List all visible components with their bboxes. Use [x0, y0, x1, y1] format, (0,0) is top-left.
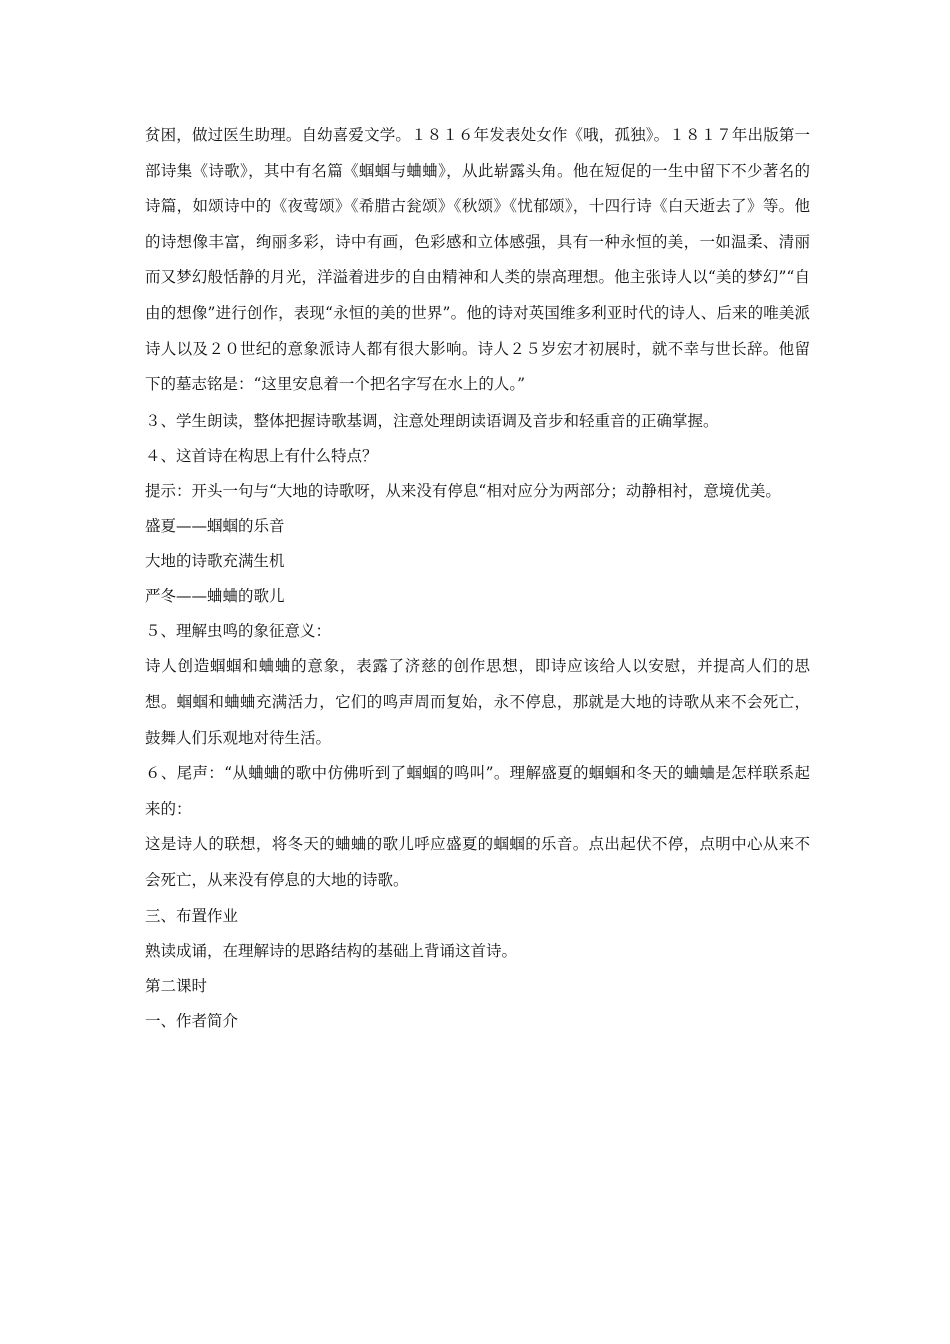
- step-4-question: ４、这首诗在构思上有什么特点？: [145, 446, 378, 465]
- step-6-question: ６、尾声：“从蛐蛐的歌中仿佛听到了蝈蝈的鸣叫”。理解盛夏的蝈蝈和冬天的蛐蛐是怎样联系起来的：: [145, 764, 810, 818]
- structure-summer: 盛夏——蝈蝈的乐音: [145, 517, 285, 536]
- section-3-heading: 三、布置作业: [145, 906, 239, 925]
- document-page: [145, 118, 810, 1039]
- homework-paragraph: 熟读成诵，在理解诗的思路结构的基础上背诵这首诗。: [145, 941, 518, 960]
- step-6-answer: 这是诗人的联想，将冬天的蛐蛐的歌儿呼应盛夏的蝈蝈的乐音。点出起伏不停，点明中心从来不会死亡，从来没有停息的大地的诗歌。: [145, 835, 810, 889]
- symbolism-paragraph: 诗人创造蝈蝈和蛐蛐的意象，表露了济慈的创作思想，即诗应该给人以安慰，并提高人们的思想。蝈蝈和蛐蛐充满活力，它们的鸣声周而复始，永不停息，那就是大地的诗歌从来不会死亡，鼓舞人们乐观地对待生活。: [145, 657, 810, 747]
- step-5-question: ５、理解虫鸣的象征意义：: [145, 622, 332, 641]
- lesson-2-heading: 第二课时: [145, 976, 208, 995]
- biography-paragraph: 贫困，做过医生助理。自幼喜爱文学。１８１６年发表处女作《哦，孤独》。１８１７年出版第一部诗集《诗歌》，其中有名篇《蝈蝈与蛐蛐》，从此崭露头角。他在短促的一生中留下不少著名的诗篇，如颂诗中的《夜莺颂》《希腊古瓮颂》《秋颂》《忧郁颂》，十四行诗《白天逝去了》等。他的诗想像丰富，绚丽多彩，诗中有画，色彩感和立体感强，具有一种永恒的美，一如温柔、清丽而又梦幻般恬静的月光，洋溢着进步的自由精神和人类的崇高理想。他主张诗人以“美的梦幻”“自由的想像”进行创作，表现“永恒的美的世界”。他的诗对英国维多利亚时代的诗人、后来的唯美派诗人以及２０世纪的意象派诗人都有很大影响。诗人２５岁宏才初展时，就不幸与世长辞。他留下的墓志铭是：“这里安息着一个把名字写在水上的人。”: [145, 126, 810, 394]
- section-1-heading: 一、作者简介: [145, 1011, 239, 1030]
- structure-winter: 严冬——蛐蛐的歌儿: [145, 587, 285, 606]
- hint-paragraph: 提示：开头一句与“大地的诗歌呀，从来没有停息“相对应分为两部分；动静相衬，意境优美。: [145, 481, 781, 500]
- structure-earth: 大地的诗歌充满生机: [145, 552, 285, 571]
- step-3-reading: ３、学生朗读，整体把握诗歌基调，注意处理朗读语调及音步和轻重音的正确掌握。: [145, 411, 719, 430]
